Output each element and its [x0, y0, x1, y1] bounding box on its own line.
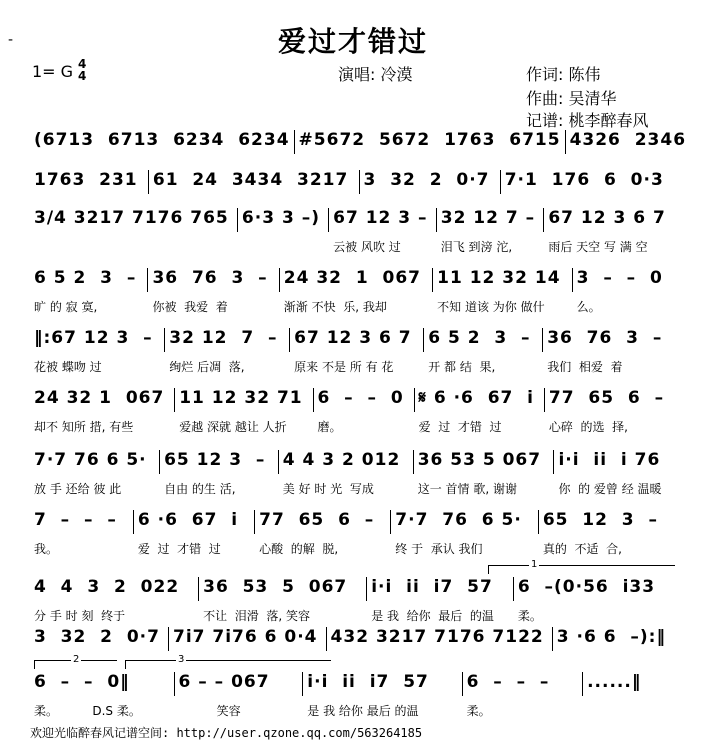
lyrics: 笑容 — [178, 704, 241, 718]
measure — [391, 510, 538, 556]
lyrics: 泪飞 到滂 沱, — [440, 240, 513, 254]
lyrics: 柔。 — [517, 609, 542, 623]
notes: (6713 6713 6234 6234 — [34, 130, 290, 150]
lyrics: 我。 — [34, 542, 59, 556]
notes: 7·7 76 6 5· — [395, 510, 522, 530]
measure — [539, 510, 674, 556]
lyrics: 不知 道该 为你 做什 — [437, 300, 545, 314]
lyrics: 开 都 结 果, — [428, 360, 496, 374]
notes: ‖:67 12 3 – — [34, 328, 153, 348]
score-line — [30, 450, 674, 496]
notes: 65 12 3 – — [164, 450, 266, 470]
measure — [433, 268, 572, 314]
notes: 7 – – – — [34, 510, 117, 530]
score-line — [30, 510, 674, 556]
notes: 3 32 2 0·7 — [34, 627, 160, 647]
notes: 7·7 76 6 5· — [34, 450, 147, 470]
measure — [279, 450, 413, 496]
notes: 61 24 3434 3217 — [152, 170, 349, 190]
measure — [314, 388, 414, 434]
lyrics — [587, 702, 670, 718]
notes: 4 4 3 2 012 — [282, 450, 401, 470]
notes: 1763 231 — [34, 170, 138, 190]
lyrics: 花被 蝶吻 过 — [34, 360, 102, 374]
volta-2 — [34, 654, 117, 669]
notes: 6 – – 0 — [317, 388, 404, 408]
lyrics: 心碎 的选 择, — [548, 420, 628, 434]
volta-3 — [125, 654, 331, 669]
score-line — [30, 672, 674, 718]
measure — [175, 388, 312, 434]
lyrics: 绚烂 后凋 落, — [169, 360, 245, 374]
measure — [290, 328, 423, 374]
measure — [463, 672, 583, 718]
notes: 6 – – 067 — [178, 672, 270, 692]
time-signature — [78, 58, 86, 82]
measure — [367, 577, 513, 623]
lyrics: 我们 相爱 着 — [547, 360, 623, 374]
score-line — [30, 268, 674, 314]
lyrics: 爱越 深就 越让 人折 — [179, 420, 287, 434]
measure — [148, 268, 278, 314]
measure — [414, 450, 554, 496]
measure — [30, 672, 174, 718]
lyrics: 自由 的生 活, — [164, 482, 236, 496]
lyrics: 放 手 还给 彼 此 — [34, 482, 122, 496]
measure — [30, 450, 159, 496]
score-line — [30, 388, 674, 434]
volta-1 — [488, 559, 675, 574]
song-title: 爱过才错过 — [277, 25, 428, 58]
notes: 4326 2346 — [569, 130, 687, 150]
measure — [134, 510, 254, 556]
measure — [238, 208, 328, 254]
lyrics: 爱 过 才错 过 — [137, 542, 221, 556]
lyrics: 渐渐 不快 乐, 我却 — [283, 300, 387, 314]
measure — [424, 328, 542, 374]
notes: 6·3 3 –) — [241, 208, 320, 228]
margin-mark: - — [8, 32, 14, 48]
notes: 6 – – 0‖ — [34, 672, 130, 692]
notes: 11 12 32 14 — [437, 268, 561, 288]
measure — [553, 627, 674, 673]
volta-2-label: 2 — [73, 654, 80, 665]
notes: 3/4 3217 7176 765 — [34, 208, 229, 228]
lyrics: 么。 — [576, 300, 601, 314]
volta-1-label: 1 — [531, 559, 538, 570]
notes: 67 12 3 6 7 — [294, 328, 412, 348]
measure — [280, 268, 432, 314]
measure — [544, 208, 674, 254]
notes: 36 53 5 067 — [417, 450, 542, 470]
lyrics: 雨后 天空 写 满 空 — [548, 240, 648, 254]
meter-top: 4 — [78, 57, 87, 71]
notes: 77 65 6 – — [259, 510, 375, 530]
notes: 32 12 7 – — [169, 328, 278, 348]
lyrics: 却不 知所 措, 有些 — [34, 420, 134, 434]
lyrics: 真的 不适 合, — [542, 542, 622, 556]
composer: 作曲: 吴清华 — [526, 89, 617, 108]
volta-3-label: 3 — [178, 654, 185, 665]
measure — [573, 268, 674, 314]
measure — [30, 208, 237, 254]
meter-bottom: 4 — [78, 69, 87, 83]
notes: 432 3217 7176 7122 — [330, 627, 544, 647]
lyrics: 柔。 — [466, 704, 491, 718]
score-line — [30, 328, 674, 374]
score-line — [30, 577, 674, 623]
notes: 77 65 6 – — [548, 388, 665, 408]
measure — [543, 328, 674, 374]
notes: 7i7 7i76 6 0·4 — [173, 627, 318, 647]
footer-credit: 欢迎光临醉春风记谱空间: http://user.qzone.qq.com/563264185 — [30, 726, 423, 740]
singer: 演唱: 冷漠 — [338, 65, 413, 84]
measure — [160, 450, 278, 496]
measure — [327, 627, 552, 673]
lyrics: 是 我 给你 最后 的温 — [307, 704, 419, 718]
notes: 32 12 7 – — [440, 208, 536, 228]
measure — [545, 388, 674, 434]
notes: 6 5 2 3 – — [428, 328, 531, 348]
notes: 𝄋 6 ·6 67 i — [418, 388, 535, 408]
lyrics: 爱 过 才错 过 — [418, 420, 502, 434]
measure — [437, 208, 544, 254]
notes: 6 5 2 3 – — [34, 268, 137, 288]
notes: 36 76 3 – — [547, 328, 663, 348]
notes: i·i ii i 76 — [558, 450, 661, 470]
measure — [415, 388, 544, 434]
lyrics: 你 的 爱曾 经 温暖 — [558, 482, 662, 496]
notes: 7·1 176 6 0·3 — [504, 170, 664, 190]
measure — [329, 208, 436, 254]
lyricist: 作词: 陈伟 — [526, 65, 601, 84]
notes: 24 32 1 067 — [34, 388, 165, 408]
notes: i·i ii i7 57 — [307, 672, 429, 692]
notes: 6 ·6 67 i — [137, 510, 239, 530]
lyrics: 美 好 时 光 写成 — [282, 482, 374, 496]
lyrics: 原来 不是 所 有 花 — [294, 360, 394, 374]
measure — [30, 577, 198, 623]
lyrics — [331, 657, 548, 673]
score-line — [30, 208, 674, 254]
lyrics: 你被 我爱 着 — [152, 300, 228, 314]
measure — [583, 672, 674, 718]
notes: 3 32 2 0·7 — [363, 170, 490, 190]
measure — [30, 388, 174, 434]
notes: 6 – – – — [466, 672, 550, 692]
notes: 36 53 5 067 — [203, 577, 348, 597]
notes: #5672 5672 1763 6715 — [298, 130, 561, 150]
lyrics: 磨。 — [317, 420, 342, 434]
measure — [554, 450, 673, 496]
notes: i·i ii i7 57 — [371, 577, 493, 597]
lyrics — [34, 238, 233, 254]
measure — [303, 672, 461, 718]
notes: 4 4 3 2 022 — [34, 577, 180, 597]
measure — [30, 328, 164, 374]
notes: ......‖ — [587, 672, 642, 692]
notes: 3 ·6 6 –):‖ — [556, 627, 666, 647]
lyrics: 云被 风吹 过 — [333, 240, 401, 254]
lyrics: 这一 首情 歌, 谢谢 — [417, 482, 517, 496]
measure — [165, 328, 289, 374]
notes: 67 12 3 – — [333, 208, 428, 228]
lyrics: 心酸 的解 脱, — [259, 542, 339, 556]
transcriber: 记谱: 桃李醉春风 — [526, 111, 649, 130]
measure — [255, 510, 390, 556]
lyrics: 不让 泪滑 落, 笑容 — [203, 609, 310, 623]
notes: 6 –(0·56 i33 — [517, 577, 656, 597]
measure — [30, 268, 147, 314]
lyrics: 终 于 承认 我们 — [395, 542, 483, 556]
measure — [514, 577, 674, 623]
notes: 24 32 1 067 — [283, 268, 421, 288]
key-signature: 1= G — [32, 62, 74, 81]
lyrics: 旷 的 寂 寞, — [34, 300, 98, 314]
notes: 67 12 3 6 7 — [548, 208, 666, 228]
lyrics — [557, 657, 670, 673]
notes: 65 12 3 – — [542, 510, 658, 530]
notes: 11 12 32 71 — [179, 388, 303, 408]
measure — [199, 577, 366, 623]
lyrics: 柔。 D.S 柔。 — [34, 704, 141, 718]
notes: 36 76 3 – — [152, 268, 268, 288]
notes: 3 – – 0 — [576, 268, 663, 288]
lyrics — [242, 238, 324, 254]
lyrics: 分 手 时 刻 终于 — [34, 609, 126, 623]
lyrics: 是 我 给你 最后 的温 — [371, 609, 494, 623]
measure — [30, 510, 133, 556]
measure — [175, 672, 303, 718]
